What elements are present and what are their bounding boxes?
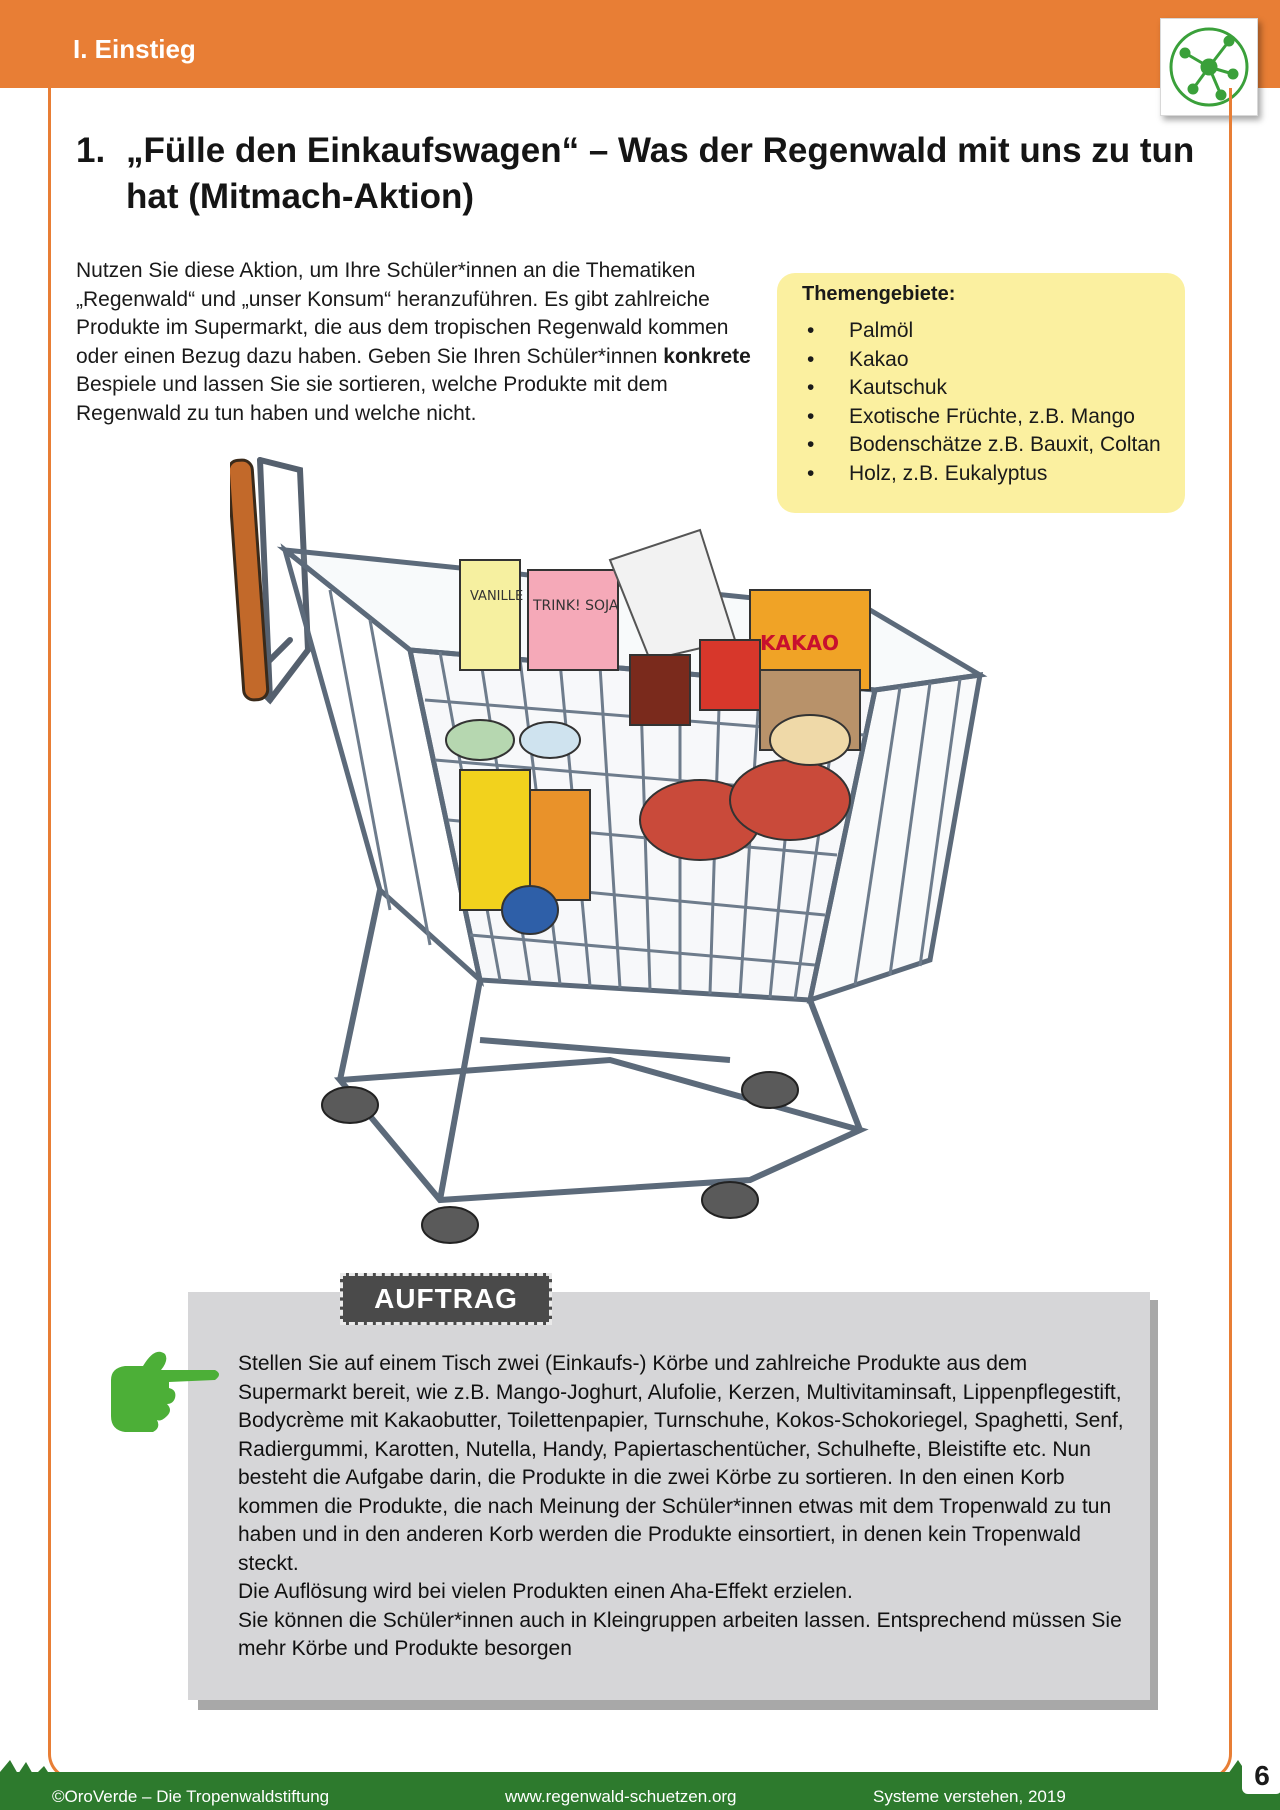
section-label: I. Einstieg (73, 34, 196, 64)
list-item (799, 374, 1161, 403)
title-number: 1. (76, 131, 106, 170)
footer-copyright: ©OroVerde – Die Tropenwaldstiftung (52, 1787, 330, 1806)
bullet: • (807, 461, 815, 485)
title-line-2: hat (Mitmach-Aktion) (126, 177, 475, 216)
topics-title: Themengebiete: (802, 283, 956, 305)
intro-paragraph (76, 257, 761, 428)
kakao-label: KAKAO (760, 631, 839, 655)
task-paragraph-3: Sie können die Schüler*innen auch in Kleingruppen arbeiten lassen. Entsprechend müssen Sie mehr Körbe und Produkte besorgen (238, 1608, 1122, 1660)
task-paragraph-1: Stellen Sie auf einem Tisch zwei (Einkaufs-) Körbe und zahlreiche Produkte aus dem Supermarkt bereit, wie z.B. Mango-Joghurt, Alufolie, Kerzen, Multivitaminsaft, Lippenpflegestift, Bodycrème mit Kakaobutter, Toilettenpapier, Turnschuhe, Kokos-Schokoriegel, Spaghetti, Senf, Radiergummi, Karotten, Nutella, Handy, Papiertaschentücher, Schulhefte, Bleistifte etc. Nun besteht die Aufgabe darin, die Produkte in die zwei Körbe zu sortieren. In den einen Korb kommen die Produkte, die nach Meinung der Schüler*innen etwas mit dem Tropenwald zu tun haben und in den anderen Korb werden die Produkte einsortiert, in denen kein Tropenwald steckt. (238, 1352, 1124, 1575)
task-label: AUFTRAG (374, 1283, 518, 1314)
bullet: • (807, 347, 815, 371)
intro-text-1: Nutzen Sie diese Aktion, um Ihre Schüler*innen an die Thematiken „Regenwald“ und „unser Konsum“ heranzuführen. Es gibt zahlreiche Produkte im Supermarkt, die aus dem tropischen Regenwald kommen oder einen Bezug dazu haben. Geben Sie Ihren Schüler*innen (76, 259, 729, 368)
topic-label: Holz, z.B. Eukalyptus (849, 461, 1048, 485)
task-text (238, 1350, 1128, 1664)
task-paragraph-2: Die Auflösung wird bei vielen Produkten einen Aha-Effekt erzielen. (238, 1580, 853, 1603)
soja-label: TRINK! SOJA (533, 598, 619, 614)
intro-text-2: Bespiele und lassen Sie sie sortieren, welche Produkte mit dem Regenwald zu tun haben und welche nicht. (76, 373, 668, 425)
title-line-1: „Fülle den Einkaufswagen“ – Was der Regenwald mit uns zu tun (126, 131, 1195, 170)
bullet: • (807, 376, 815, 399)
bullet: • (807, 404, 815, 428)
page-title (76, 128, 1196, 220)
footer-series: Systeme verstehen, 2019 (873, 1787, 1066, 1806)
topic-label: Exotische Früchte, z.B. Mango (849, 404, 1135, 428)
task-tab (340, 1273, 552, 1325)
pointing-hand-icon (103, 1340, 223, 1440)
bullet: • (807, 433, 815, 456)
vanille-label: VANILLE (470, 589, 524, 604)
cart-wheels (322, 1072, 798, 1243)
bullet: • (807, 319, 815, 342)
topic-label: Kakao (849, 347, 909, 371)
list-item (799, 346, 1161, 375)
list-item (799, 403, 1161, 432)
intro-bold-word: konkrete (663, 344, 751, 368)
topic-label: Bodenschätze z.B. Bauxit, Coltan (849, 433, 1161, 456)
topic-label: Kautschuk (849, 376, 948, 399)
topic-label: Palmöl (849, 319, 914, 342)
page-number: 6 (1242, 1758, 1280, 1794)
shopping-cart-illustration (230, 440, 1150, 1280)
list-item (799, 317, 1161, 346)
footer-website[interactable]: www.regenwald-schuetzen.org (505, 1787, 737, 1806)
